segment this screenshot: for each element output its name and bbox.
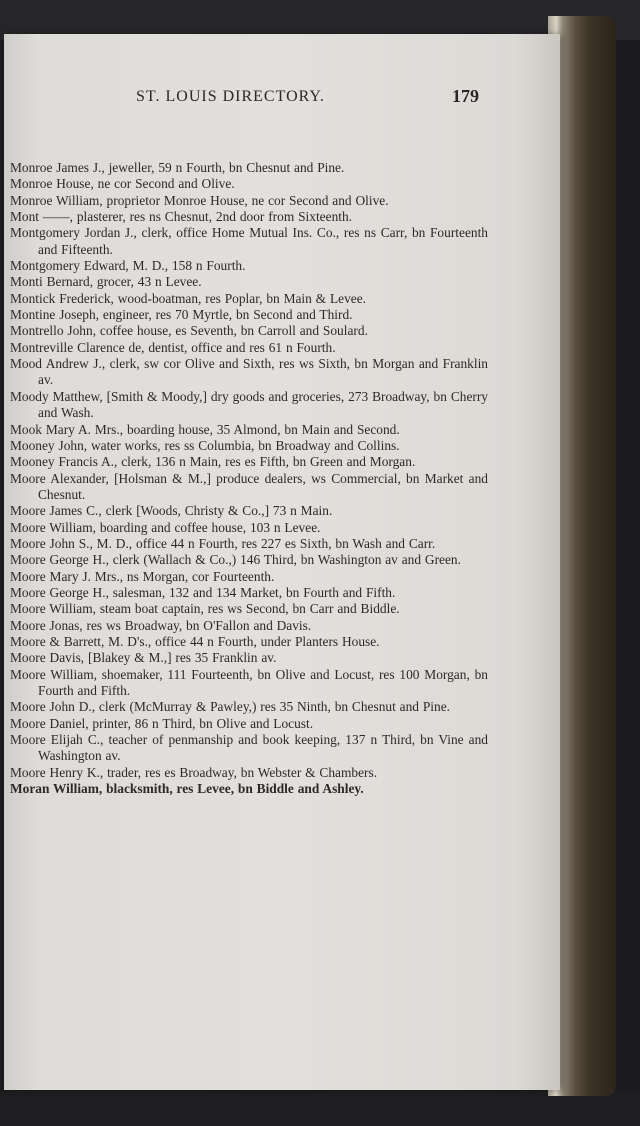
directory-entry: Moore William, shoemaker, 111 Fourteenth, bn Olive and Locust, res 100 Morgan, bn Fourth and Fifth. bbox=[10, 666, 488, 698]
directory-entry: Moore Alexander, [Holsman & M.,] produce dealers, ws Commercial, bn Market and Chesnut. bbox=[10, 470, 488, 502]
directory-entry: Montine Joseph, engineer, res 70 Myrtle, bn Second and Third. bbox=[10, 307, 353, 323]
directory-entry: Moore William, steam boat captain, res ws Second, bn Carr and Biddle. bbox=[10, 601, 400, 617]
directory-entry: Moore John S., M. D., office 44 n Fourth, res 227 es Sixth, bn Wash and Carr. bbox=[10, 535, 436, 551]
directory-entry: Moore Mary J. Mrs., ns Morgan, cor Fourteenth. bbox=[10, 568, 275, 584]
directory-entry: Moore John D., clerk (McMurray & Pawley,) res 35 Ninth, bn Chesnut and Pine. bbox=[10, 699, 451, 715]
directory-entry: Moore George H., salesman, 132 and 134 Market, bn Fourth and Fifth. bbox=[10, 584, 396, 600]
directory-entries bbox=[10, 160, 488, 797]
directory-entry: Montreville Clarence de, dentist, office and res 61 n Fourth. bbox=[10, 339, 336, 355]
directory-entry: Monroe House, ne cor Second and Olive. bbox=[10, 176, 235, 192]
directory-entry: Mood Andrew J., clerk, sw cor Olive and Sixth, res ws Sixth, bn Morgan and Franklin av. bbox=[10, 356, 488, 388]
page-number: 179 bbox=[452, 86, 479, 106]
directory-entry: Mook Mary A. Mrs., boarding house, 35 Almond, bn Main and Second. bbox=[10, 421, 400, 437]
directory-entry: Moore Daniel, printer, 86 n Third, bn Olive and Locust. bbox=[10, 715, 314, 731]
directory-entry: Moran William, blacksmith, res Levee, bn Biddle and Ashley. bbox=[10, 781, 364, 797]
directory-entry: Montick Frederick, wood-boatman, res Poplar, bn Main & Levee. bbox=[10, 290, 366, 306]
directory-entry: Moore Elijah C., teacher of penmanship and book keeping, 137 n Third, bn Vine and Washington av. bbox=[10, 732, 488, 764]
directory-entry: Montrello John, coffee house, es Seventh, bn Carroll and Soulard. bbox=[10, 323, 368, 339]
directory-entry: Moore Davis, [Blakey & M.,] res 35 Franklin av. bbox=[10, 650, 277, 666]
directory-entry: Moore & Barrett, M. D's., office 44 n Fourth, under Planters House. bbox=[10, 633, 380, 649]
directory-entry: Montgomery Edward, M. D., 158 n Fourth. bbox=[10, 258, 246, 274]
directory-entry: Monroe James J., jeweller, 59 n Fourth, bn Chesnut and Pine. bbox=[10, 160, 345, 175]
directory-entry: Moody Matthew, [Smith & Moody,] dry goods and groceries, 273 Broadway, bn Cherry and Wash. bbox=[10, 388, 488, 421]
page-header bbox=[0, 88, 560, 118]
directory-entry: Moore Henry K., trader, res es Broadway, bn Webster & Chambers. bbox=[10, 764, 378, 780]
directory-entry: Moore James C., clerk [Woods, Christy & Co.,] 73 n Main. bbox=[10, 503, 333, 519]
directory-entry: Moore William, boarding and coffee house, 103 n Levee. bbox=[10, 519, 321, 535]
directory-entry: Mooney Francis A., clerk, 136 n Main, res es Fifth, bn Green and Morgan. bbox=[10, 454, 416, 470]
directory-entry: Monti Bernard, grocer, 43 n Levee. bbox=[10, 274, 202, 290]
directory-entry: Monroe William, proprietor Monroe House, ne cor Second and Olive. bbox=[10, 192, 389, 208]
directory-entry: Mooney John, water works, res ss Columbia, bn Broadway and Collins. bbox=[10, 437, 400, 453]
background-bottom bbox=[0, 1090, 640, 1126]
directory-entry: Moore Jonas, res ws Broadway, bn O'Fallon and Davis. bbox=[10, 617, 312, 633]
running-title: ST. LOUIS DIRECTORY. bbox=[136, 88, 325, 105]
directory-entry: Mont ——, plasterer, res ns Chesnut, 2nd door from Sixteenth. bbox=[10, 209, 353, 225]
directory-entry: Montgomery Jordan J., clerk, office Home Mutual Ins. Co., res ns Carr, bn Fourteenth and Fifteenth. bbox=[10, 225, 488, 257]
directory-entry: Moore George H., clerk (Wallach & Co.,) 146 Third, bn Washington av and Green. bbox=[10, 552, 461, 568]
